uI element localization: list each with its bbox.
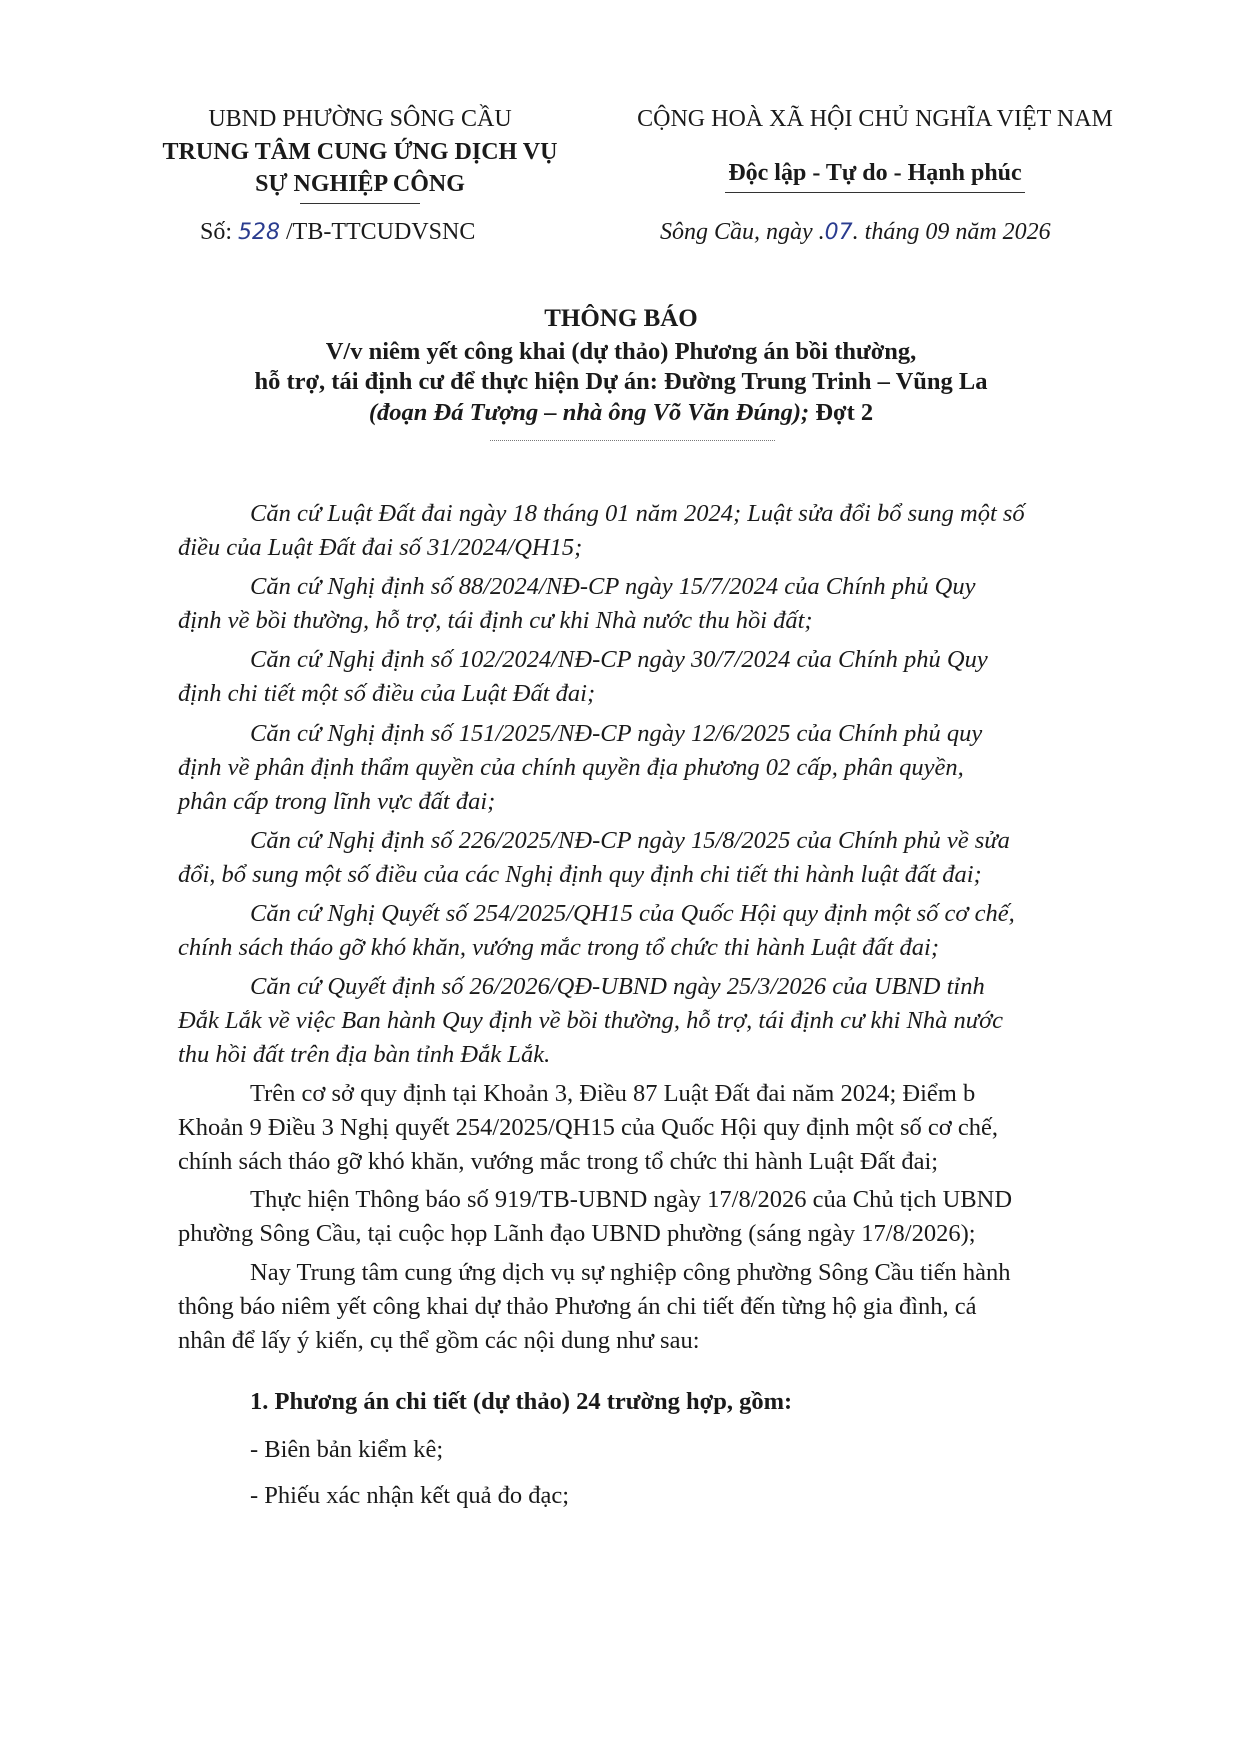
notice-subject-segment: (đoạn Đá Tượng – nhà ông Võ Văn Đúng);: [368, 399, 810, 426]
section-1-heading: 1. Phương án chi tiết (dự thảo) 24 trường hợp, gồm:: [250, 1388, 793, 1415]
national-title: CỘNG HOÀ XÃ HỘI CHỦ NGHĨA VIỆT NAM: [637, 106, 1113, 132]
notice-subject-line1: V/v niêm yết công khai (dự thảo) Phương án bồi thường,: [325, 338, 917, 365]
paragraph-line: Trên cơ sở quy định tại Khoản 3, Điều 87 Luật Đất đai năm 2024; Điểm b: [250, 1080, 976, 1107]
paragraph-line: đổi, bổ sung một số điều của các Nghị định quy định chi tiết thi hành luật đất đai;: [178, 861, 982, 888]
notice-subject-batch: Đợt 2: [809, 399, 874, 426]
paragraph-line: phân cấp trong lĩnh vực đất đai;: [178, 788, 496, 815]
date-suffix: . tháng 09 năm 2026: [852, 219, 1051, 245]
agency-name-line1: TRUNG TÂM CUNG ỨNG DỊCH VỤ: [162, 139, 558, 165]
paragraph-line: Căn cứ Nghị định số 102/2024/NĐ-CP ngày 30/7/2024 của Chính phủ Quy: [250, 646, 988, 673]
paragraph-line: chính sách tháo gỡ khó khăn, vướng mắc trong tổ chức thi hành Luật đất đai;: [178, 934, 940, 961]
paragraph-line: Căn cứ Luật Đất đai ngày 18 tháng 01 năm 2024; Luật sửa đổi bổ sung một số: [250, 500, 1025, 527]
body-paragraph: [178, 570, 1102, 638]
body-paragraph: [178, 970, 1102, 1072]
date-prefix: Sông Cầu, ngày .: [660, 219, 825, 245]
paragraph-line: Khoản 9 Điều 3 Nghị quyết 254/2025/QH15 của Quốc Hội quy định một số cơ chế,: [178, 1114, 998, 1141]
paragraph-line: Căn cứ Nghị Quyết số 254/2025/QH15 của Quốc Hội quy định một số cơ chế,: [250, 900, 1015, 927]
paragraph-line: Căn cứ Quyết định số 26/2026/QĐ-UBND ngày 25/3/2026 của UBND tỉnh: [250, 973, 985, 1000]
paragraph-line: điều của Luật Đất đai số 31/2024/QH15;: [178, 534, 583, 561]
national-motto: Độc lập - Tự do - Hạnh phúc: [728, 160, 1022, 186]
notice-subject-line3: [0, 397, 1242, 429]
date-day-handwritten: 07: [824, 220, 853, 245]
body-paragraph: [178, 1077, 1102, 1179]
body-paragraph: [178, 643, 1102, 711]
motto-underline: [725, 192, 1025, 193]
paragraph-line: chính sách tháo gỡ khó khăn, vướng mắc trong tổ chức thi hành Luật Đất đai;: [178, 1148, 939, 1175]
document-number-prefix: Số:: [200, 219, 233, 245]
agency-underline: [300, 203, 420, 204]
paragraph-line: Nay Trung tâm cung ứng dịch vụ sự nghiệp công phường Sông Cầu tiến hành: [250, 1259, 1011, 1286]
body-paragraph: [178, 824, 1102, 892]
agency-name-line2: SỰ NGHIỆP CÔNG: [255, 171, 465, 197]
paragraph-line: thu hồi đất trên địa bàn tỉnh Đắk Lắk.: [178, 1041, 551, 1068]
body-paragraph: [178, 717, 1102, 819]
document-number-suffix: /TB-TTCUDVSNC: [286, 219, 476, 245]
document-date: [660, 217, 1051, 248]
section-1-item: - Phiếu xác nhận kết quả đo đạc;: [250, 1482, 570, 1509]
agency-parent: UBND PHƯỜNG SÔNG CẦU: [208, 106, 512, 132]
paragraph-line: phường Sông Cầu, tại cuộc họp Lãnh đạo UBND phường (sáng ngày 17/8/2026);: [178, 1220, 976, 1247]
body-paragraph: [178, 1256, 1102, 1358]
paragraph-line: Căn cứ Nghị định số 151/2025/NĐ-CP ngày 12/6/2025 của Chính phủ quy: [250, 720, 983, 747]
body-paragraph: [178, 897, 1102, 965]
section-1-item: - Biên bản kiểm kê;: [250, 1436, 444, 1463]
paragraph-line: định chi tiết một số điều của Luật Đất đai;: [178, 680, 596, 707]
title-divider: [490, 440, 775, 441]
paragraph-line: Căn cứ Nghị định số 88/2024/NĐ-CP ngày 15/7/2024 của Chính phủ Quy: [250, 573, 976, 600]
paragraph-line: Thực hiện Thông báo số 919/TB-UBND ngày 17/8/2026 của Chủ tịch UBND: [250, 1186, 1013, 1213]
document-number-handwritten: 528: [238, 220, 281, 245]
notice-subject-line2: hỗ trợ, tái định cư để thực hiện Dự án: Đường Trung Trinh – Vũng La: [254, 368, 988, 395]
notice-heading: THÔNG BÁO: [544, 305, 698, 332]
body-paragraph: [178, 1183, 1102, 1251]
paragraph-line: Đắk Lắk về việc Ban hành Quy định về bồi thường, hỗ trợ, tái định cư khi Nhà nước: [178, 1007, 1004, 1034]
document-number: [200, 217, 475, 248]
paragraph-line: định về phân định thẩm quyền của chính quyền địa phương 02 cấp, phân quyền,: [178, 754, 964, 781]
paragraph-line: thông báo niêm yết công khai dự thảo Phương án chi tiết đến từng hộ gia đình, cá: [178, 1293, 977, 1320]
body-paragraph: [178, 497, 1102, 565]
paragraph-line: định về bồi thường, hỗ trợ, tái định cư khi Nhà nước thu hồi đất;: [178, 607, 813, 634]
paragraph-line: nhân để lấy ý kiến, cụ thể gồm các nội dung như sau:: [178, 1327, 700, 1354]
paragraph-line: Căn cứ Nghị định số 226/2025/NĐ-CP ngày 15/8/2025 của Chính phủ về sửa: [250, 827, 1010, 854]
